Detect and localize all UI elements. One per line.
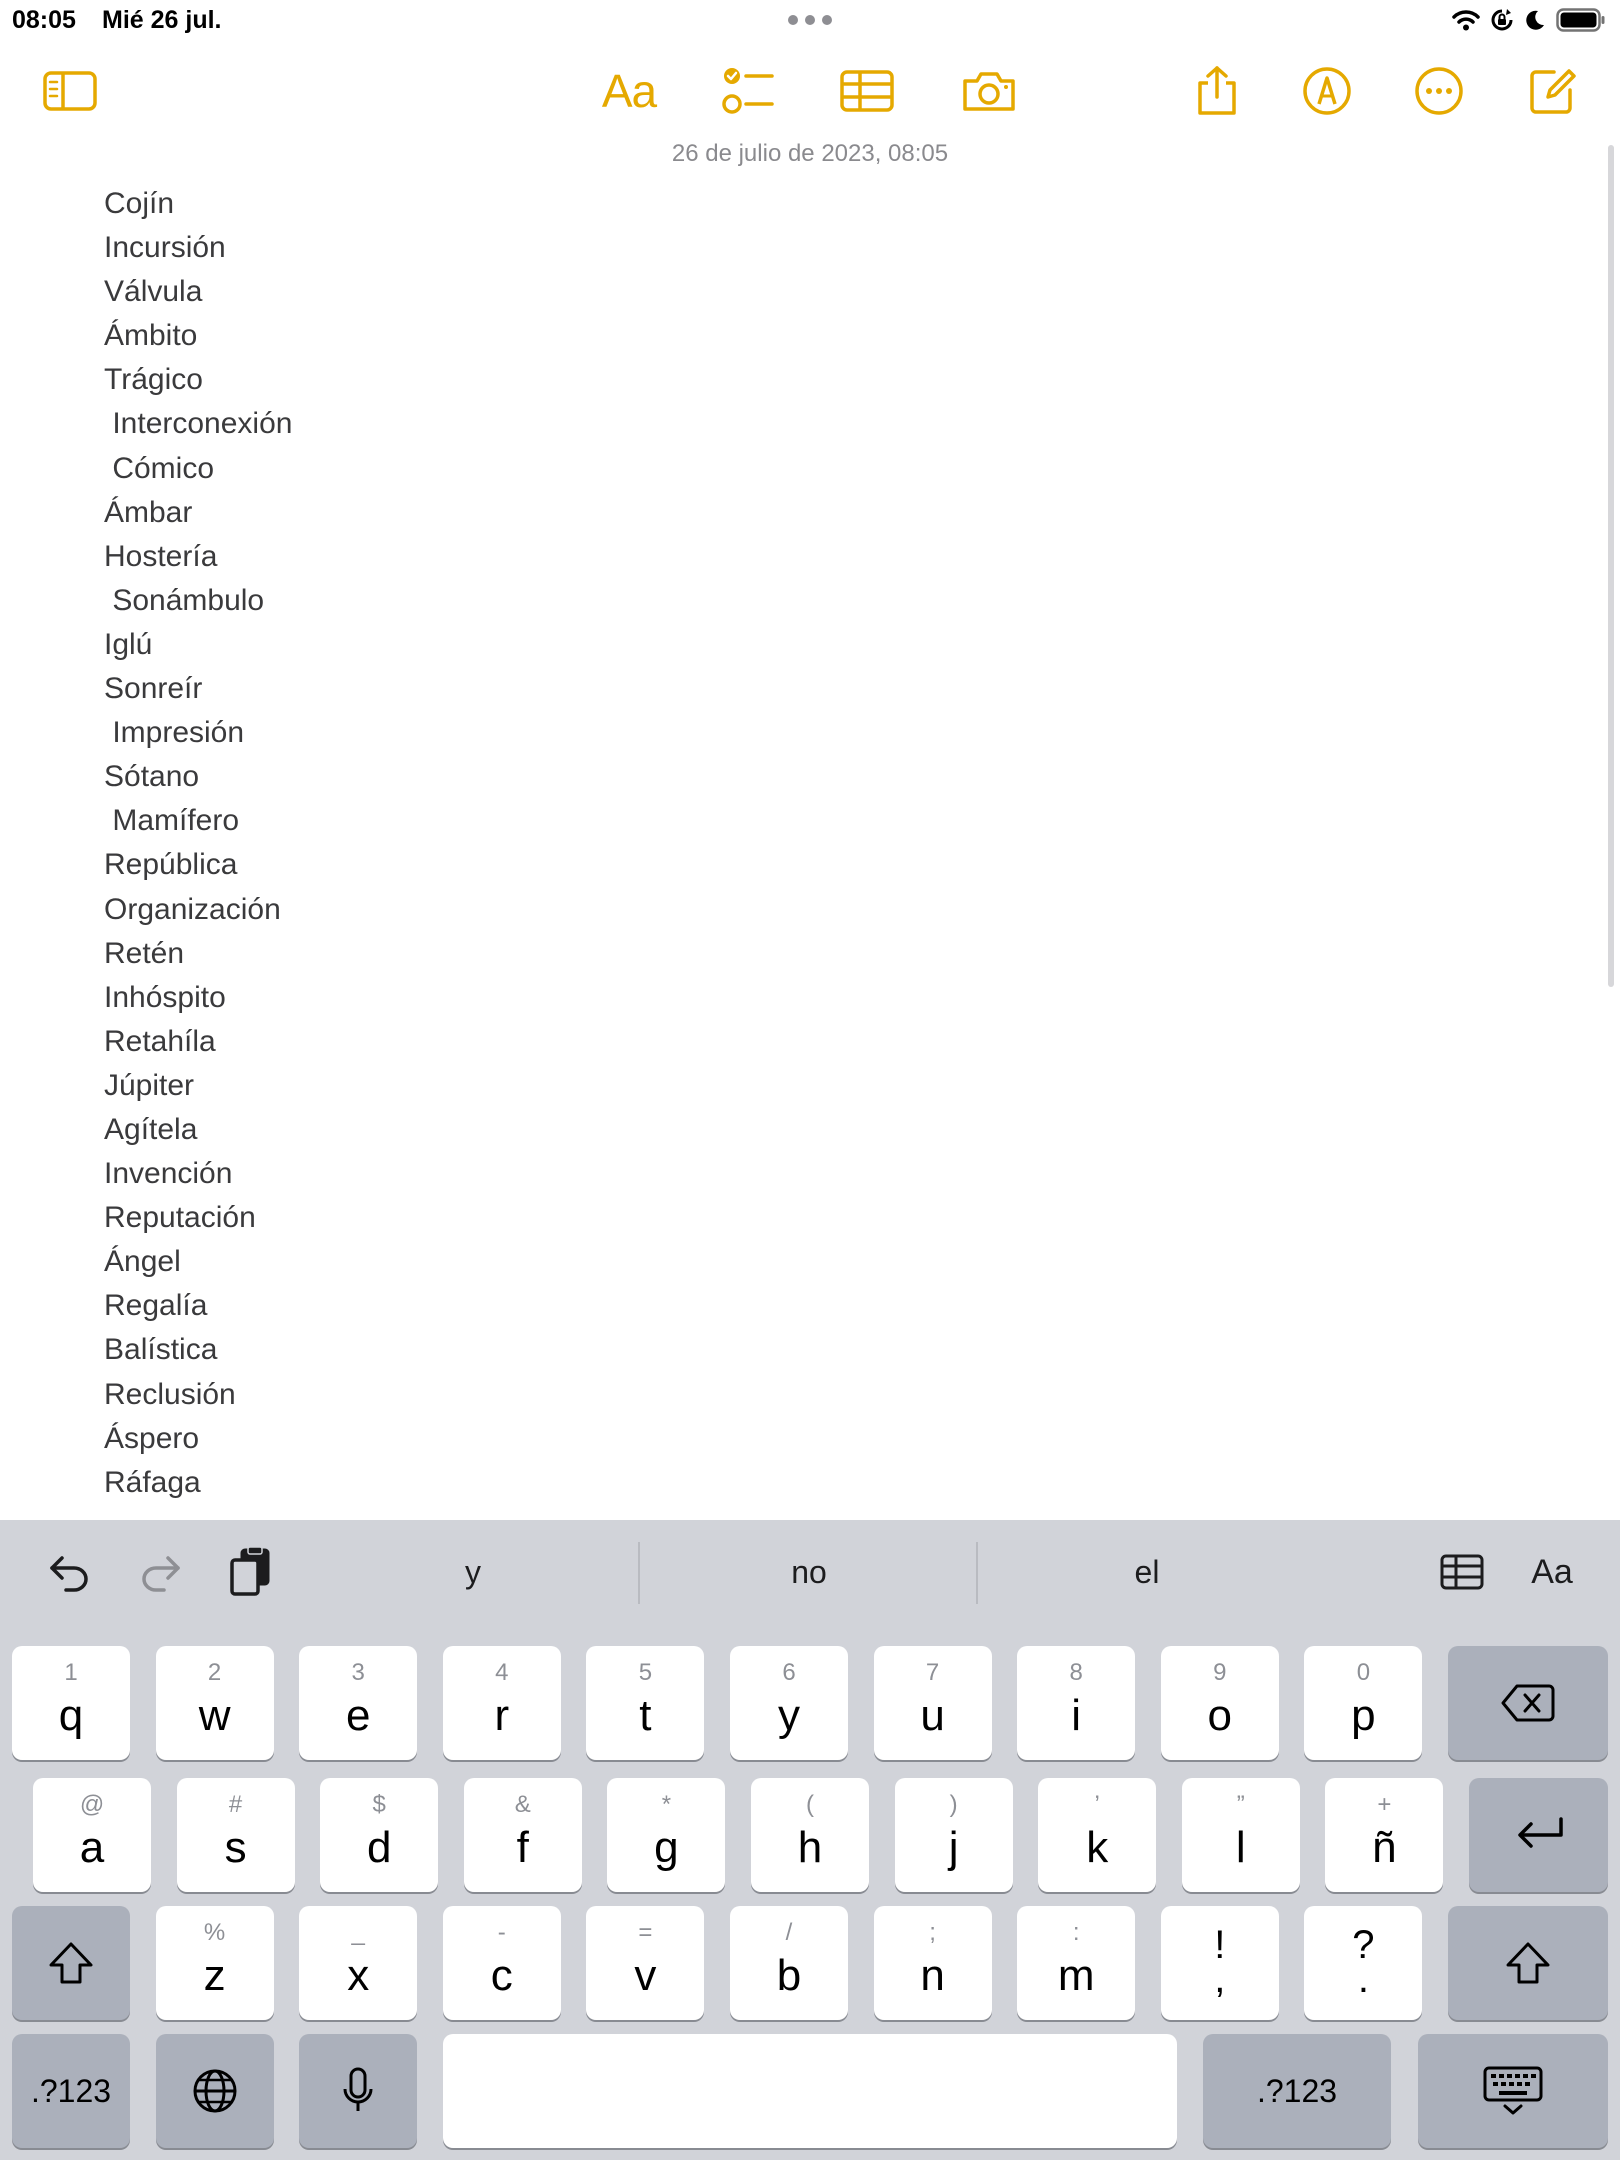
key-label: x: [347, 1951, 370, 2000]
note-line: Impresión: [104, 716, 245, 750]
keyboard-format-button[interactable]: [1522, 1542, 1582, 1602]
suggestion-divider: [638, 1542, 640, 1604]
key-label: g: [654, 1823, 679, 1872]
key-hint: (: [806, 1791, 814, 1818]
camera-icon: [961, 69, 1017, 113]
keyboard-format-label: Aa: [1531, 1552, 1573, 1591]
status-date: Mié 26 jul.: [102, 6, 222, 34]
note-line: Regalía: [104, 1289, 208, 1323]
undo-button[interactable]: [40, 1542, 100, 1602]
key-hint: 5: [638, 1659, 653, 1686]
key-label: z: [203, 1951, 226, 2000]
key-label: e: [345, 1691, 371, 1740]
dismiss-keyboard-key[interactable]: [1418, 2034, 1608, 2148]
key-label: [1161, 1923, 1279, 2001]
battery-icon: [1556, 8, 1606, 32]
note-line: Mamífero: [104, 804, 240, 838]
key-label-top: !: [1214, 1923, 1226, 1967]
suggestion-3[interactable]: el: [1134, 1554, 1160, 1590]
key-y[interactable]: [730, 1646, 848, 1760]
format-text-button[interactable]: [598, 60, 660, 122]
status-icons: [1452, 6, 1606, 34]
key-hint: /: [785, 1919, 793, 1946]
key-h[interactable]: [751, 1778, 869, 1892]
key-label: s: [224, 1823, 247, 1872]
note-line: Inhóspito: [104, 980, 226, 1014]
sidebar-toggle-button[interactable]: [39, 60, 101, 122]
key-label: w: [198, 1691, 231, 1740]
note-line: Ámbito: [104, 319, 198, 353]
key-label: f: [516, 1823, 529, 1872]
note-line: Reputación: [104, 1201, 256, 1235]
key-m[interactable]: [1017, 1906, 1135, 2020]
key-label-bottom: ,: [1214, 1957, 1226, 2001]
checklist-icon: [722, 66, 776, 116]
note-body[interactable]: [104, 182, 1554, 1522]
key-label: ñ: [1372, 1823, 1397, 1872]
multitasking-menu-icon[interactable]: [788, 15, 832, 25]
key-label: .?123: [1256, 2072, 1338, 2109]
key-hint: ;: [929, 1919, 936, 1946]
note-line: Áspero: [104, 1421, 200, 1455]
key-hint: ): [949, 1791, 958, 1818]
key-label: r: [494, 1691, 510, 1740]
key-hint: 4: [495, 1659, 509, 1686]
note-line: Sótano: [104, 760, 200, 794]
key-hint: &: [514, 1791, 531, 1818]
ellipsis-circle-icon: [1414, 66, 1464, 116]
more-options-button[interactable]: [1408, 60, 1470, 122]
moon-icon: [1524, 9, 1546, 31]
key-u[interactable]: [874, 1646, 992, 1760]
keyboard-table-button[interactable]: [1432, 1542, 1492, 1602]
key-hint: +: [1377, 1791, 1392, 1818]
key-hint: _: [351, 1919, 365, 1946]
key-label: b: [776, 1951, 802, 2000]
suggestion-2[interactable]: no: [791, 1554, 827, 1590]
shift-key-right[interactable]: [1448, 1906, 1608, 2020]
return-icon: [1469, 1778, 1608, 1892]
key-p[interactable]: [1304, 1646, 1422, 1760]
note-line: Interconexión: [104, 407, 293, 441]
key-c[interactable]: [443, 1906, 561, 2020]
suggestion-divider: [976, 1542, 978, 1604]
clipboard-icon: [228, 1546, 272, 1598]
note-line: Invención: [104, 1157, 233, 1191]
key-label: q: [58, 1691, 84, 1740]
note-line: Cómico: [104, 451, 215, 485]
key-q[interactable]: [12, 1646, 130, 1760]
note-line: Válvula: [104, 275, 203, 309]
orientation-lock-icon: [1490, 8, 1514, 32]
pen-circle-icon: [1302, 66, 1352, 116]
status-time: 08:05: [12, 6, 76, 34]
share-icon: [1194, 65, 1240, 117]
note-line: Retén: [104, 936, 185, 970]
note-line: República: [104, 848, 238, 882]
key-label: o: [1207, 1691, 1233, 1740]
key-hint: #: [228, 1791, 243, 1818]
note-line: Hostería: [104, 539, 218, 573]
note-line: Reclusión: [104, 1377, 236, 1411]
key-k[interactable]: [1038, 1778, 1156, 1892]
note-line: Iglú: [104, 627, 153, 661]
format-text-label: Aa: [601, 65, 657, 117]
key-s[interactable]: [177, 1778, 295, 1892]
wifi-icon: [1452, 9, 1480, 31]
key-i[interactable]: [1017, 1646, 1135, 1760]
key-hint: 6: [782, 1659, 796, 1686]
key-label: l: [1235, 1823, 1246, 1872]
key-hint: ”: [1236, 1791, 1245, 1818]
note-line: Cojín: [104, 187, 175, 220]
key-hint: @: [79, 1791, 105, 1818]
predictive-bar: [0, 1520, 1620, 1632]
key-hint: 9: [1213, 1659, 1227, 1686]
undo-icon: [48, 1552, 92, 1592]
key-b[interactable]: [730, 1906, 848, 2020]
key-exclamation-comma[interactable]: [1161, 1906, 1279, 2020]
numbers-key-left[interactable]: [12, 2034, 130, 2148]
key-label: i: [1071, 1691, 1082, 1740]
share-button[interactable]: [1186, 60, 1248, 122]
key-label: k: [1086, 1823, 1109, 1872]
key-label: n: [920, 1951, 945, 2000]
key-hint: :: [1072, 1919, 1080, 1946]
key-hint: 0: [1356, 1659, 1371, 1686]
note-line: Sonámbulo: [104, 583, 265, 617]
key-hint: -: [497, 1919, 506, 1946]
key-hint: ’: [1094, 1791, 1100, 1818]
shift-key-left[interactable]: [12, 1906, 130, 2020]
key-label: [1304, 1923, 1422, 2001]
key-hint: 8: [1069, 1659, 1083, 1686]
key-d[interactable]: [320, 1778, 438, 1892]
table-icon: [840, 70, 894, 112]
key-label: .?123: [30, 2072, 112, 2109]
note-line: Agítela: [104, 1112, 198, 1146]
space-key[interactable]: [443, 2034, 1177, 2148]
key-label: a: [79, 1823, 105, 1872]
key-hint: 2: [207, 1659, 222, 1686]
key-label-bottom: .: [1357, 1957, 1369, 2001]
note-line: Sonreír: [104, 672, 203, 706]
key-label: h: [797, 1823, 823, 1872]
key-question-period[interactable]: [1304, 1906, 1422, 2020]
key-hint: $: [372, 1791, 386, 1818]
globe-key[interactable]: [156, 2034, 274, 2148]
keyboard: [0, 1520, 1620, 2160]
key-hint: 3: [351, 1659, 365, 1686]
note-line: Ámbar: [104, 495, 193, 529]
key-label: u: [920, 1691, 945, 1740]
backspace-icon: [1448, 1646, 1608, 1760]
key-z[interactable]: [156, 1906, 274, 2020]
key-label-top: ?: [1352, 1923, 1375, 1967]
key-g[interactable]: [607, 1778, 725, 1892]
note-line: Júpiter: [104, 1068, 195, 1102]
key-label: y: [778, 1691, 800, 1740]
sidebar-icon: [43, 71, 97, 111]
scrollbar[interactable]: [1608, 145, 1614, 987]
key-l[interactable]: [1182, 1778, 1300, 1892]
key-w[interactable]: [156, 1646, 274, 1760]
note-line: Balística: [104, 1333, 218, 1367]
key-label: j: [948, 1823, 959, 1872]
note-line: Ráfaga: [104, 1465, 201, 1499]
note-line: Trágico: [104, 363, 203, 397]
microphone-icon: [299, 2034, 417, 2148]
key-x[interactable]: [299, 1906, 417, 2020]
redo-button[interactable]: [130, 1542, 190, 1602]
status-bar: [0, 0, 1620, 40]
note-line: Organización: [104, 892, 281, 926]
compose-icon: [1528, 66, 1578, 116]
key-hint: =: [638, 1919, 653, 1946]
key-label: c: [490, 1951, 513, 2000]
key-r[interactable]: [443, 1646, 561, 1760]
table-button[interactable]: [836, 60, 898, 122]
key-v[interactable]: [586, 1906, 704, 2020]
camera-button[interactable]: [958, 60, 1020, 122]
return-key[interactable]: [1469, 1778, 1608, 1892]
key-hint: *: [661, 1791, 672, 1818]
keyboard-dismiss-icon: [1418, 2034, 1608, 2148]
key-t[interactable]: [586, 1646, 704, 1760]
key-label: t: [639, 1691, 652, 1740]
key-j[interactable]: [895, 1778, 1013, 1892]
key-hint: 1: [64, 1659, 78, 1686]
dictation-key[interactable]: [299, 2034, 417, 2148]
shift-icon: [1448, 1906, 1608, 2020]
key-label: v: [634, 1951, 657, 2000]
note-line: Retahíla: [104, 1024, 216, 1058]
key-label: p: [1351, 1691, 1376, 1740]
redo-icon: [138, 1552, 182, 1592]
new-note-button[interactable]: [1522, 60, 1584, 122]
key-e[interactable]: [299, 1646, 417, 1760]
note-date: 26 de julio de 2023, 08:05: [671, 140, 949, 167]
markup-button[interactable]: [1296, 60, 1358, 122]
checklist-button[interactable]: [718, 60, 780, 122]
key-label: d: [366, 1823, 392, 1872]
key-f[interactable]: [464, 1778, 582, 1892]
key-n[interactable]: [874, 1906, 992, 2020]
table-icon: [1440, 1554, 1484, 1590]
key-label: m: [1057, 1951, 1095, 2000]
numbers-key-right[interactable]: [1203, 2034, 1391, 2148]
key-hint: 7: [925, 1659, 940, 1686]
suggestion-1[interactable]: y: [465, 1554, 481, 1590]
delete-key[interactable]: [1448, 1646, 1608, 1760]
key-ñ[interactable]: [1325, 1778, 1443, 1892]
shift-icon: [12, 1906, 130, 2020]
key-o[interactable]: [1161, 1646, 1279, 1760]
note-line: Incursión: [104, 231, 226, 265]
globe-icon: [156, 2034, 274, 2148]
note-line: Ángel: [104, 1245, 181, 1279]
paste-button[interactable]: [220, 1542, 280, 1602]
key-a[interactable]: [33, 1778, 151, 1892]
key-hint: %: [203, 1919, 226, 1946]
